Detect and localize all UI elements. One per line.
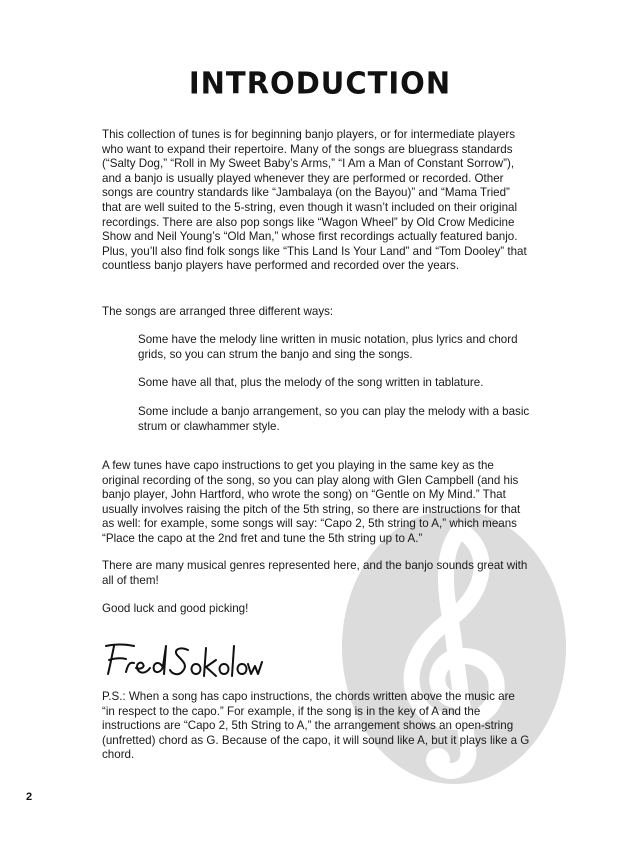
- arrangement-item-2: Some have all that, plus the melody of the song written in tablature.: [138, 376, 484, 389]
- arrangements-heading: The songs are arranged three different ways:: [102, 305, 334, 318]
- signature: [100, 636, 265, 680]
- arrangement-item-1: Some have the melody line written in music notation, plus lyrics and chord grids, so you can strum the banjo and sing the songs.: [138, 333, 518, 361]
- page-number: 2: [26, 791, 33, 803]
- closing-line: Good luck and good picking!: [102, 602, 249, 615]
- intro-paragraph: This collection of tunes is for beginning banjo players, or for intermediate players who want to expand their repertoire. Many of the songs are bluegrass standards (“Salty Dog,” “Roll in My Sweet Baby’s Arms,” “I Am a Man of Constant Sorrow”), and a banjo is usually played whenever they are performed or recorded. Other songs are country standards like “Jambalaya (on the Bayou)” and “Mama Tried” that are well suited to the 5-string, even though it wasn’t included on their original recordings. There are also pop songs like “Wagon Wheel” by Old Crow Medicine Show and Neil Young’s “Old Man,” whose first recordings actually featured banjo. Plus, you’ll also find folk songs like “This Land Is Your Land” and “Tom Dooley” that countless banjo players have performed and recorded over the years.: [102, 128, 527, 273]
- arrangement-item-3: Some include a banjo arrangement, so you can play the melody with a basic strum or clawhammer style.: [138, 405, 530, 433]
- ps-paragraph: P.S.: When a song has capo instructions, the chords written above the music are “in respect to the capo.” For example, if the song is in the key of A and the instructions are “Capo 2, 5th String to A,” the arrangement shows an open-string (unfretted) chord as G. Because of the capo, it will sound like A, but it plays like a G chord.: [102, 690, 530, 762]
- page-title: INTRODUCTION: [188, 65, 452, 101]
- genres-paragraph: There are many musical genres represented here, and the banjo sounds great with all of them!: [102, 559, 528, 587]
- capo-paragraph: A few tunes have capo instructions to get you playing in the same key as the original recording of the song, so you can play along with Glen Campbell (and his banjo player, John Hartford, who wrote the song) on “Gentle on My Mind.” That usually involves raising the pitch of the 5th string, so there are instructions for that as well: for example, some songs will say: “Capo 2, 5th string to A,” which means “Place the capo at the 2nd fret and tune the 5th string up to A.”: [102, 459, 521, 545]
